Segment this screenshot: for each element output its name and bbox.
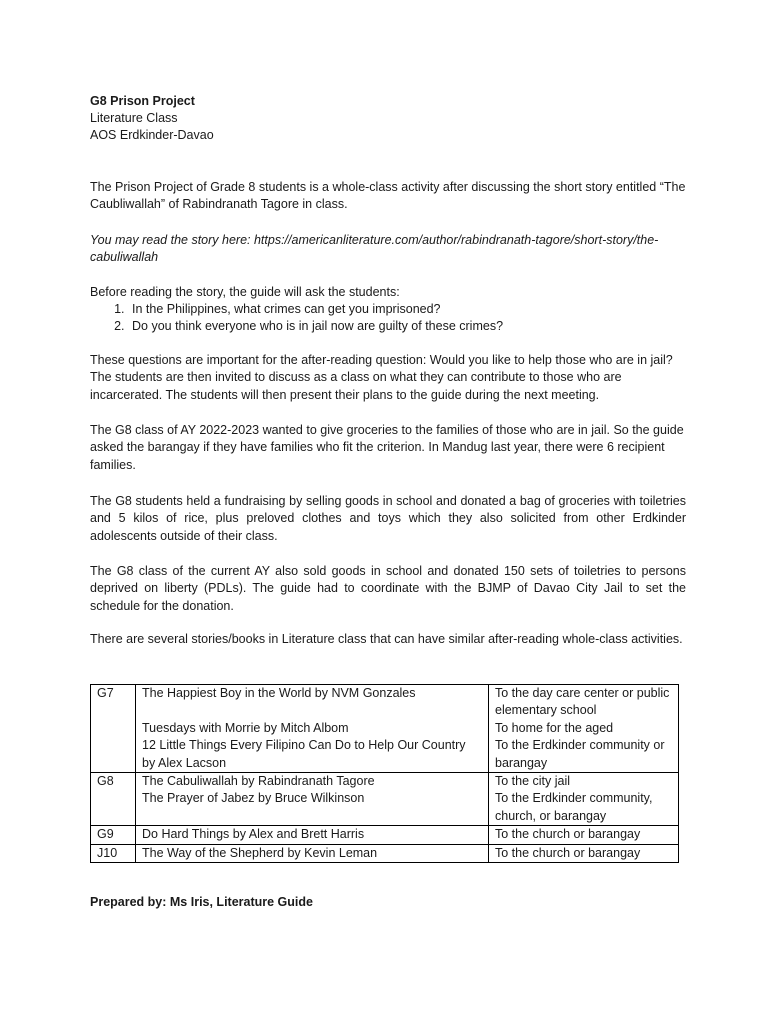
- document-subtitle: Literature Class: [90, 111, 178, 125]
- destination: To the city jail: [495, 774, 571, 789]
- books-table: [90, 684, 679, 863]
- titles-cell: [136, 844, 489, 862]
- document-title: G8 Prison Project: [90, 94, 195, 108]
- story-link-paragraph: You may read the story here: https://americanliterature.com/author/rabindranath-tagore/short-story/the-cabuliwallah: [90, 233, 659, 265]
- destination-cell: [489, 844, 679, 862]
- table-row: [91, 685, 679, 773]
- question-list: [90, 301, 688, 336]
- blank-line: [142, 702, 482, 719]
- prepared-by: Prepared by: Ms Iris, Literature Guide: [90, 895, 313, 909]
- list-item: 2. Do you think everyone who is in jail now are guilty of these crimes?: [128, 318, 688, 335]
- table-row: [91, 844, 679, 862]
- destination: To the Erdkinder community, church, or barangay: [495, 791, 653, 823]
- table-row: [91, 826, 679, 844]
- grade-cell: G9: [91, 826, 136, 844]
- destination-cell: [489, 685, 679, 773]
- destination-cell: [489, 773, 679, 826]
- destination: To the day care center or public elementary school: [495, 686, 670, 718]
- titles-cell: [136, 773, 489, 826]
- book-title: 12 Little Things Every Filipino Can Do to Help Our Country by Alex Lacson: [142, 738, 466, 770]
- book-title: Do Hard Things by Alex and Brett Harris: [142, 827, 365, 842]
- grade-cell: J10: [91, 844, 136, 862]
- ay-2022-paragraph: The G8 class of AY 2022-2023 wanted to give groceries to the families of those who are in jail. So the guide asked the barangay if they have families who fit the criterion. In Mandug last year, there were 6 recipient families.: [90, 423, 684, 472]
- destination: To the church or barangay: [495, 845, 641, 860]
- school-name: AOS Erdkinder-Davao: [90, 128, 214, 142]
- book-title: The Prayer of Jabez by Bruce Wilkinson: [142, 791, 365, 806]
- fundraising-paragraph: The G8 students held a fundraising by selling goods in school and donated a bag of groceries with toiletries and 5 kilos of rice, plus preloved clothes and toys which they also solicited from other Erdkinder adolescents outside of their class.: [90, 494, 686, 543]
- book-title: The Happiest Boy in the World by NVM Gonzales: [142, 686, 416, 700]
- current-ay-paragraph: The G8 class of the current AY also sold goods in school and donated 150 sets of toiletries to persons deprived on liberty (PDLs). The guide had to coordinate with the BJMP of Davao City Jail to set the schedule for the donation.: [90, 564, 686, 613]
- list-item: 1. In the Philippines, what crimes can get you imprisoned?: [128, 301, 688, 318]
- intro-paragraph: The Prison Project of Grade 8 students is a whole-class activity after discussing the short story entitled “The Caubliwallah” of Rabindranath Tagore in class.: [90, 180, 686, 212]
- table-row: [91, 773, 679, 826]
- destination: To home for the aged: [495, 720, 614, 735]
- destination-cell: [489, 826, 679, 844]
- several-stories-paragraph: There are several stories/books in Literature class that can have similar after-reading whole-class activities.: [90, 632, 683, 646]
- book-title: Tuesdays with Morrie by Mitch Albom: [142, 720, 349, 735]
- before-reading-paragraph: Before reading the story, the guide will ask the students:: [90, 285, 400, 299]
- after-reading-paragraph: These questions are important for the after-reading question: Would you like to help those who are in jail? The students are then invited to discuss as a class on what they can contribute to those who are incarcerated. The students will then present their plans to the guide during the next meeting.: [90, 353, 673, 402]
- grade-cell: G7: [91, 685, 136, 773]
- document-header: [90, 93, 214, 144]
- destination: To the Erdkinder community or barangay: [495, 738, 665, 770]
- grade-cell: G8: [91, 773, 136, 826]
- titles-cell: [136, 685, 489, 773]
- destination: To the church or barangay: [495, 827, 641, 842]
- titles-cell: [136, 826, 489, 844]
- book-title: The Way of the Shepherd by Kevin Leman: [142, 845, 378, 860]
- book-title: The Cabuliwallah by Rabindranath Tagore: [142, 774, 375, 789]
